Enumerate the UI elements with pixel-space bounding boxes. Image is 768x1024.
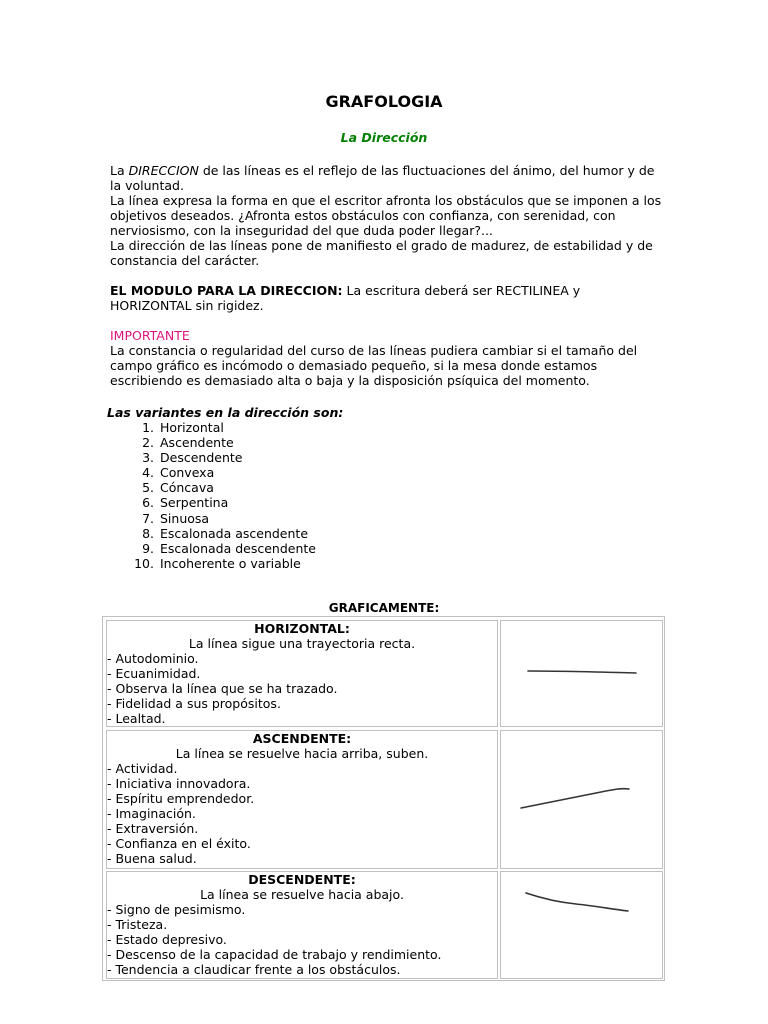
intro-term: DIRECCION [128,163,199,178]
variant-label: Horizontal [160,420,224,435]
graficamente-table [102,616,665,981]
row-item: - Ecuanimidad. [107,666,201,681]
variant-label: Serpentina [160,495,229,511]
row-item: - Estado depresivo. [107,932,227,947]
variant-item [130,556,316,571]
horizontal-line-sketch [501,621,662,726]
row-item: - Fidelidad a sus propósitos. [107,696,281,711]
row-ascendente-sketch-cell [500,730,663,869]
row-text [107,621,497,726]
ascendente-line-sketch [501,731,662,868]
variant-number: 10. [134,555,154,571]
variant-label: Cóncava [160,480,214,496]
row-item: - Descenso de la capacidad de trabajo y rendimiento. [107,947,442,962]
variant-number: 4. [142,465,154,481]
row-items [107,651,497,726]
intro-paragraph-3: La dirección de las líneas pone de manifiesto el grado de madurez, de estabilidad y de constancia del carácter. [110,238,653,268]
modulo-section [110,283,662,313]
row-item: - Imaginación. [107,806,196,821]
row-items [107,902,497,977]
row-text [107,731,497,866]
row-items [107,761,497,866]
row-item: - Tristeza. [107,917,168,932]
modulo-text: La escritura deberá ser RECTILINEA y HORIZONTAL sin rigidez. [110,283,581,313]
row-text [107,872,497,977]
variant-item [130,435,316,450]
variant-label: Escalonada descendente [160,540,316,556]
intro-rest: de las líneas es el reflejo de las fluctuaciones del ánimo, del humor y de la voluntad. [110,163,655,193]
variant-item [130,450,316,465]
row-horizontal-sketch-cell [500,620,663,727]
intro-paragraph-2: La línea expresa la forma en que el escritor afronta los obstáculos que se imponen a los objetivos deseados. ¿Afronta estos obstáculos con confianza, con serenidad, con nerviosismo, con la inseguridad del que duda poder llegar?... [110,193,662,238]
row-description: La línea se resuelve hacia abajo. [200,887,404,902]
row-item: - Lealtad. [107,711,166,726]
variant-number: 8. [142,525,154,541]
row-item: - Confianza en el éxito. [107,836,251,851]
variant-item [130,495,316,510]
variant-number: 9. [142,540,154,556]
row-description: La línea se resuelve hacia arriba, suben. [175,746,429,761]
descendente-line-sketch [501,872,662,978]
modulo-label: EL MODULO PARA LA DIRECCION: [110,283,343,298]
variant-label: Descendente [160,450,243,466]
important-section [110,328,662,388]
variant-label: Convexa [160,465,215,481]
row-descendente-text-cell [106,871,498,979]
variant-number: 3. [142,450,154,466]
variant-label: Escalonada ascendente [160,525,309,541]
row-descendente-sketch-cell [500,871,663,979]
variant-label: Sinuosa [160,510,210,526]
row-ascendente-text-cell [106,730,498,869]
variant-number: 2. [142,435,154,451]
variants-list [130,420,316,571]
row-item: - Autodominio. [107,651,199,666]
row-item: - Actividad. [107,761,178,776]
page-subtitle: La Dirección [340,130,428,145]
variant-item [130,541,316,556]
row-item: - Espíritu emprendedor. [107,791,255,806]
row-description: La línea sigue una trayectoria recta. [188,636,416,651]
row-item: - Observa la línea que se ha trazado. [107,681,338,696]
row-title: ASCENDENTE: [252,731,352,746]
page-title: GRAFOLOGIA [325,92,443,111]
important-label: IMPORTANTE [110,328,190,343]
intro-section [110,163,662,268]
variant-item [130,465,316,480]
variant-label: Incoherente o variable [160,555,301,571]
row-horizontal-text-cell [106,620,498,727]
variant-number: 7. [142,510,154,526]
row-item: - Extraversión. [107,821,199,836]
variant-item [130,511,316,526]
variant-number: 5. [142,480,154,496]
intro-prefix: La [110,163,129,178]
graficamente-heading: GRAFICAMENTE: [328,601,440,615]
variant-number: 1. [142,420,154,435]
row-item: - Iniciativa innovadora. [107,776,251,791]
row-title: HORIZONTAL: [254,621,350,636]
variant-label: Ascendente [160,435,234,451]
variant-item [130,480,316,495]
important-text: La constancia o regularidad del curso de las líneas pudiera cambiar si el tamaño del campo gráfico es incómodo o demasiado pequeño, si la mesa donde estamos escribiendo es demasiado alta o baja y la disposición psíquica del momento. [110,343,638,388]
row-title: DESCENDENTE: [248,872,356,887]
variants-heading: Las variantes en la dirección son: [107,405,344,420]
variant-number: 6. [142,495,154,511]
intro-paragraph-1 [110,163,662,193]
row-item: - Buena salud. [107,851,197,866]
variant-item [130,420,316,435]
row-item: - Tendencia a claudicar frente a los obstáculos. [107,962,401,977]
row-item: - Signo de pesimismo. [107,902,246,917]
variant-item [130,526,316,541]
